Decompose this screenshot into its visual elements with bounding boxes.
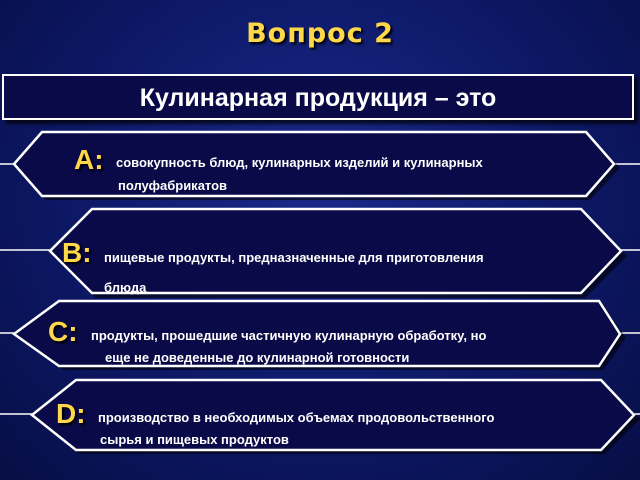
option-d-letter: D:	[56, 398, 86, 429]
option-d-text-line2[interactable]: сырья и пищевых продуктов	[100, 432, 289, 447]
option-c-text-line1[interactable]: продукты, прошедшие частичную кулинарную обработку, но	[91, 328, 487, 343]
option-d-text-line1[interactable]: производство в необходимых объемах продовольственного	[98, 410, 495, 425]
option-b-text-line1[interactable]: пищевые продукты, предназначенные для приготовления	[104, 250, 484, 265]
option-b-letter: В:	[62, 237, 92, 268]
option-a-text-line2[interactable]: полуфабрикатов	[118, 178, 228, 193]
option-a-letter: А:	[74, 144, 104, 175]
option-a-text-line1[interactable]: совокупность блюд, кулинарных изделий и кулинарных	[116, 155, 483, 170]
option-c-text-line2[interactable]: еще не доведенные до кулинарной готовности	[105, 350, 410, 365]
option-b-text-line2[interactable]: блюда	[104, 280, 147, 295]
slide-title: Вопрос 2	[246, 18, 394, 49]
question-text: Кулинарная продукция – это	[139, 84, 497, 112]
option-c-letter: С:	[48, 316, 78, 347]
